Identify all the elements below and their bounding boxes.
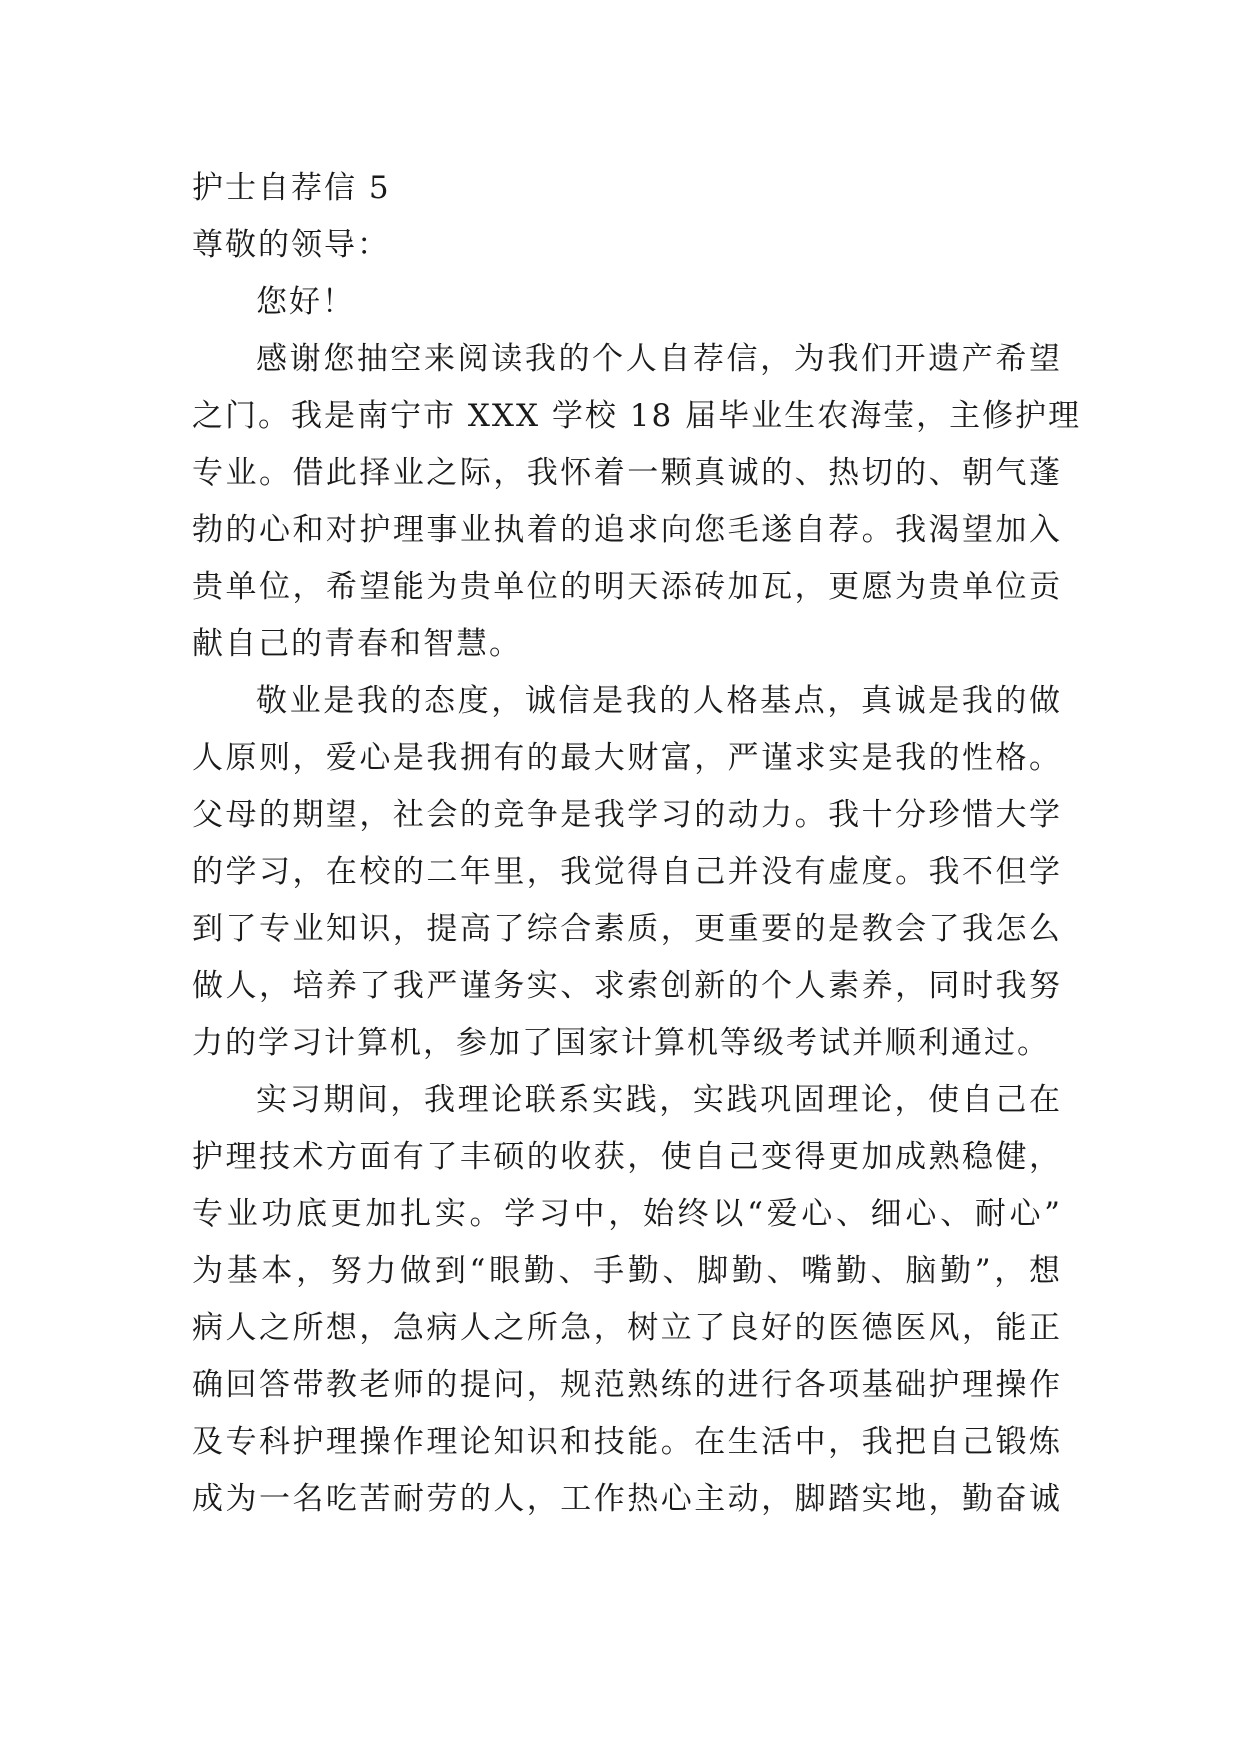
paragraph-line: 专业。借此择业之际，我怀着一颗真诚的、热切的、朝气蓬 [192, 455, 1062, 491]
paragraph-line: 父母的期望，社会的竞争是我学习的动力。我十分珍惜大学 [192, 797, 1062, 833]
salutation: 尊敬的领导： [192, 227, 390, 263]
paragraph-line: 做人，培养了我严谨务实、求索创新的个人素养，同时我努 [192, 968, 1062, 1004]
paragraph-line: 感谢您抽空来阅读我的个人自荐信，为我们开遗产希望 [256, 341, 1062, 377]
paragraph-line: 到了专业知识，提高了综合素质，更重要的是教会了我怎么 [192, 911, 1062, 947]
document-title: 护士自荐信 5 [192, 170, 391, 206]
paragraph-line: 为基本，努力做到“眼勤、手勤、脚勤、嘴勤、脑勤”，想 [192, 1253, 1062, 1289]
paragraph-line: 之门。我是南宁市 XXX 学校 18 届毕业生农海莹，主修护理 [192, 398, 1082, 434]
paragraph-line: 敬业是我的态度，诚信是我的人格基点，真诚是我的做 [256, 683, 1062, 719]
paragraph-line: 及专科护理操作理论知识和技能。在生活中，我把自己锻炼 [192, 1424, 1062, 1460]
body-paragraph [192, 331, 1082, 673]
paragraph-line: 实习期间，我理论联系实践，实践巩固理论，使自己在 [256, 1082, 1062, 1118]
document-page [192, 160, 1082, 1528]
paragraph-line: 力的学习计算机，参加了国家计算机等级考试并顺利通过。 [192, 1025, 1050, 1061]
letter-body [192, 331, 1082, 1528]
paragraph-line: 勃的心和对护理事业执着的追求向您毛遂自荐。我渴望加入 [192, 512, 1062, 548]
paragraph-line: 确回答带教老师的提问，规范熟练的进行各项基础护理操作 [192, 1367, 1062, 1403]
paragraph-line: 的学习，在校的二年里，我觉得自己并没有虚度。我不但学 [192, 854, 1062, 890]
paragraph-line: 人原则，爱心是我拥有的最大财富，严谨求实是我的性格。 [192, 740, 1062, 776]
paragraph-line: 成为一名吃苦耐劳的人，工作热心主动，脚踏实地，勤奋诚 [192, 1481, 1062, 1517]
paragraph-line: 病人之所想，急病人之所急，树立了良好的医德医风，能正 [192, 1310, 1062, 1346]
body-paragraph [192, 673, 1062, 1072]
greeting: 您好！ [256, 284, 355, 320]
paragraph-line: 专业功底更加扎实。学习中，始终以“爱心、细心、耐心” [192, 1196, 1062, 1232]
body-paragraph [192, 1072, 1062, 1528]
paragraph-line: 贵单位，希望能为贵单位的明天添砖加瓦，更愿为贵单位贡 [192, 569, 1062, 605]
paragraph-line: 献自己的青春和智慧。 [192, 626, 522, 662]
paragraph-line: 护理技术方面有了丰硕的收获，使自己变得更加成熟稳健， [192, 1139, 1062, 1175]
